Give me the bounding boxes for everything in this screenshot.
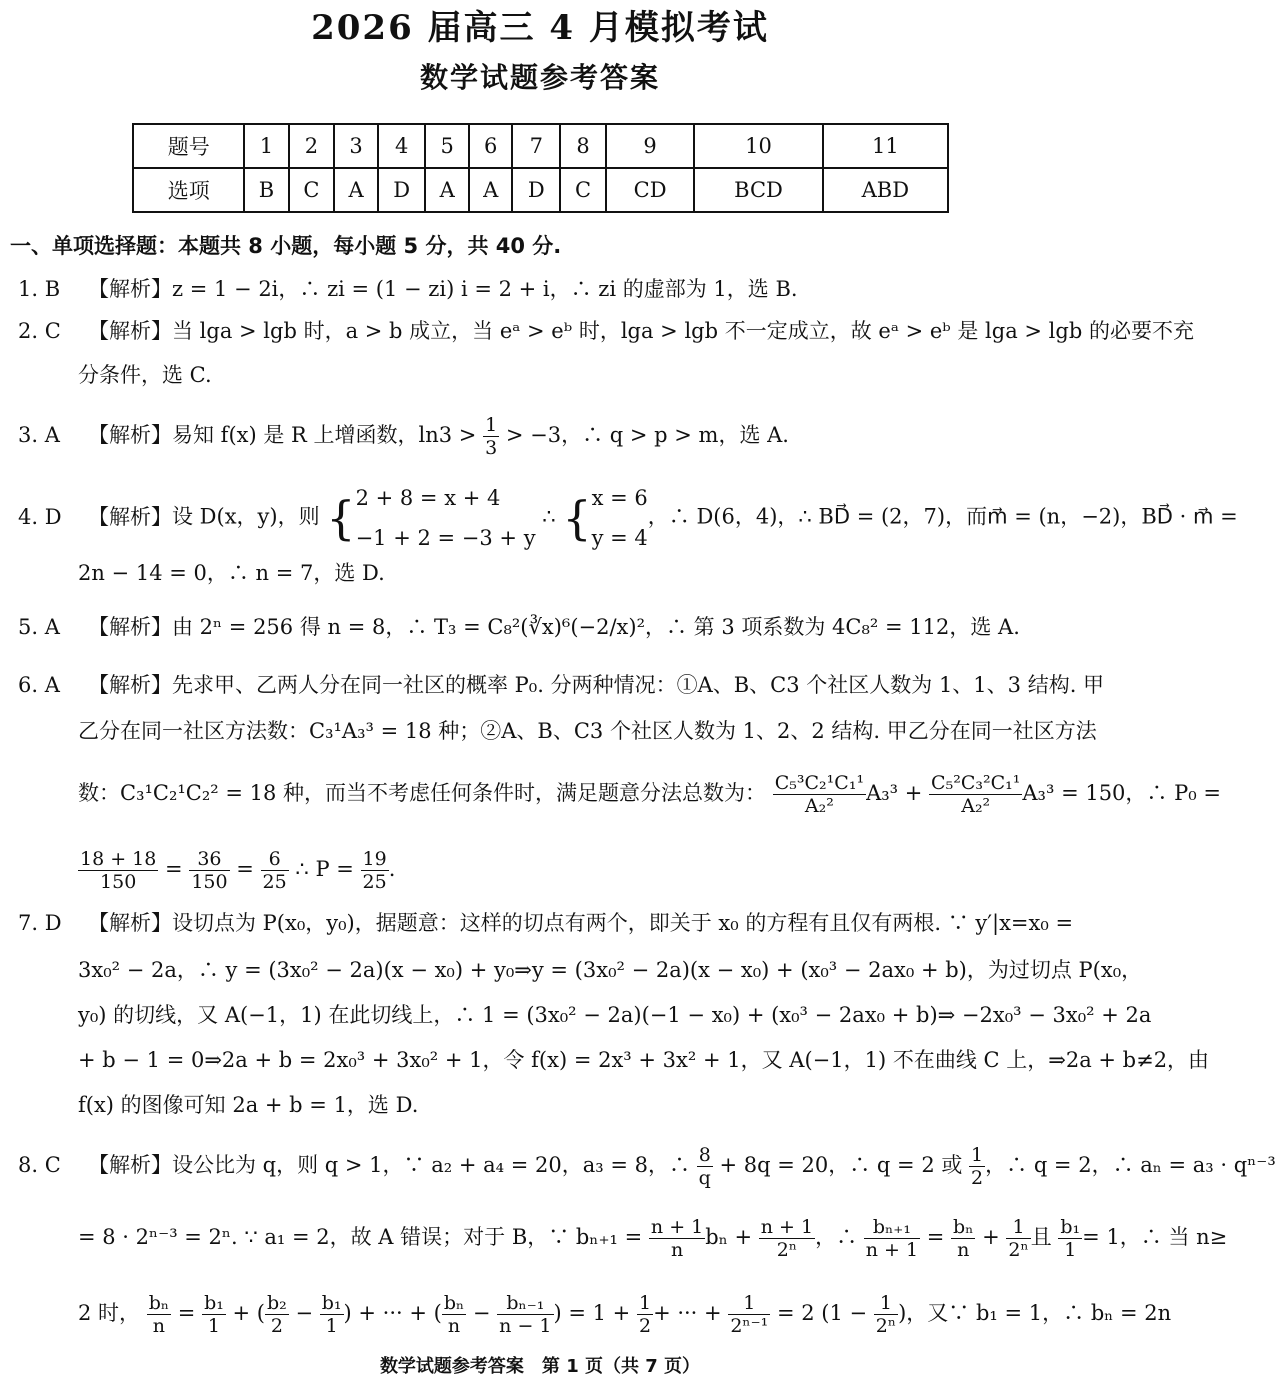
fraction: $\frac{\text{bₙ}}{n}$ [443,1292,465,1337]
doc-subtitle: 数学试题参考答案 [419,61,660,94]
table-cell: C [560,168,606,212]
table-cell: 2 [289,124,335,168]
fraction: $\frac{36}{150}$ [191,848,228,893]
table-cell: A [469,168,512,212]
solution-3 [18,414,789,459]
table-row [133,168,948,212]
question-number: 2. C [18,319,61,343]
solution-7-cont: + b − 1 = 0⇒2a + b = 2x₀³ + 3x₀² + 1，令 f(x) = 2x³ + 3x² + 1，又 A(−1，1) 不在曲线 C 上，⇒2a + b≠2，由 [78,1048,1210,1072]
question-number: 3. A [18,423,60,447]
solution-8 [18,1144,1276,1189]
table-cell: D [378,168,426,212]
solution-7 [18,908,1073,938]
solution-text: ，∴ [815,1225,858,1249]
question-number: 5. A [18,615,60,639]
table-cell: ABD [823,168,948,212]
fraction: $\frac{n + 1}{n}$ [650,1216,704,1261]
analysis-tag: 【解析】 [88,504,172,529]
solution-text: 设公比为 q，则 q > 1，∵ a₂ + a₄ = 20，a₃ = 8，∴ [172,1153,690,1177]
analysis-tag: 【解析】 [88,615,172,639]
question-number: 7. D [18,911,62,935]
solution-2 [18,316,1194,346]
solution-1 [18,274,798,304]
fraction: $\frac{8}{q}$ [698,1144,711,1189]
table-cell: 9 [606,124,694,168]
solution-7-cont: 3x₀² − 2a，∴ y = (3x₀² − 2a)(x − x₀) + y₀⇒y = (3x₀² − 2a)(x − x₀) + (x₀³ − 2ax₀ + b)，为过切点 P(x₀， [78,958,1143,982]
solution-text: = 1，∴ 当 n≥ [1082,1225,1228,1249]
solution-text: 设切点为 P(x₀，y₀)，据题意：这样的切点有两个，即关于 x₀ 的方程有且仅有两根. ∵ y′|x=x₀ = [172,911,1074,935]
table-cell: CD [606,168,694,212]
table-cell: 5 [425,124,468,168]
solution-text: 设 D(x，y)，则 [172,504,320,529]
solution-text: + 8q = 20，∴ q = 2 或 [719,1153,963,1177]
analysis-tag: 【解析】 [88,673,172,697]
solution-4-cont: 2n − 14 = 0，∴ n = 7，选 D. [78,561,385,585]
solution-5 [18,612,1020,642]
solution-6-cont: $\frac{18 + 18}{150}$ = $\frac{36}{150}$ = $\frac{6}{25}$ ∴ P = $\frac{19}{25}$ . [80,848,396,893]
fraction: $\frac{1}{2}$ [971,1144,984,1189]
solution-text: = 150，∴ P₀ = [1061,781,1221,805]
answer-table [132,123,949,213]
table-row [133,124,948,168]
table-cell: B [244,168,288,212]
fraction: $\frac{\text{C₅³C₂¹C₁¹}}{\text{A₂²}}$ [774,772,865,817]
solution-4: 4. D 【解析】设 D(x，y)，则 { 2 + 8 = x + 4 −1 + 2 = −3 + y ∴ { x = 6 y = 4 ，∴ D(6，4)，∴ BD⃗ = (2，7)，而m⃗ = (n，−2)，BD⃗ · m⃗ = [18,478,1238,558]
table-cell: 8 [560,124,606,168]
fraction: $\frac{19}{25}$ [362,848,387,893]
question-number: 8. C [18,1153,61,1177]
table-cell: 10 [694,124,822,168]
table-cell: A [334,168,377,212]
solution-2-cont: 分条件，选 C. [78,363,212,387]
solution-text: = 8 · 2ⁿ⁻³ = 2ⁿ. ∵ a₁ = 2，故 A 错误；对于 B，∵ bₙ₊₁ = [78,1225,643,1249]
analysis-tag: 【解析】 [88,423,172,447]
solution-text: 先求甲、乙两人分在同一社区的概率 P₀. 分两种情况：①A、B、C3 个社区人数为 1、1、3 结构. 甲 [172,673,1105,697]
fraction: $\frac{n + 1}{\text{2ⁿ}}$ [760,1216,814,1261]
page-footer: 数学试题参考答案 第 1 页（共 7 页） [379,1356,701,1377]
solution-text: ，∴ D(6，4)，∴ BD⃗ = (2，7)，而m⃗ = (n，−2)，BD⃗ · m⃗ = [647,504,1238,529]
therefore-symbol: ∴ [542,504,556,529]
solution-8-cont: = 8 · 2ⁿ⁻³ = 2ⁿ. ∵ a₁ = 2，故 A 错误；对于 B，∵ bₙ₊₁ = $\frac{n + 1}{n}$ bₙ + $\frac{n + 1}{\text{2ⁿ}}$ ，∴ $\frac{\text{bₙ₊₁}}{n + 1}$ = $\frac{\text{bₙ}}{n}$ + $\frac{1}{\text{2ⁿ}}$ 且 $\frac{\text{b₁}}{1}$ = 1，∴ 当 n≥ [78,1216,1228,1261]
solution-text: + ··· + [653,1301,722,1325]
table-cell: 11 [823,124,948,168]
fraction: $\frac{18 + 18}{150}$ [80,848,157,893]
analysis-tag: 【解析】 [88,319,172,343]
analysis-tag: 【解析】 [88,911,172,935]
table-header-cell: 选项 [133,168,244,212]
table-cell: 3 [334,124,377,168]
solution-text: 2 时， [78,1301,141,1325]
question-number: 1. B [18,277,61,301]
equation-system: 2 + 8 = x + 4 −1 + 2 = −3 + y [355,486,536,550]
solution-6-cont: 数：C₃¹C₂¹C₂² = 18 种，而当不考虑任何条件时，满足题意分法总数为： $\frac{\text{C₅³C₂¹C₁¹}}{\text{A₂²}}$ A₃³ + $\frac{\text{C₅²C₃²C₁¹}}{\text{A₂²}}$ A₃³ = 150，∴ P₀ = [78,772,1221,817]
solution-text: 当 lga > lgb 时，a > b 成立，当 eᵃ > eᵇ 时，lga > lgb 不一定成立，故 eᵃ > eᵇ 是 lga > lgb 的必要不充 [172,319,1194,343]
table-cell: BCD [694,168,822,212]
fraction: $\frac{6}{25}$ [262,848,287,893]
fraction: $\frac{\text{b₁}}{1}$ [321,1292,342,1337]
solution-text: ∴ P = [295,857,354,881]
solution-6 [18,670,1104,700]
fraction: $\frac{\text{bₙ}}{n}$ [148,1292,170,1337]
table-cell: 6 [469,124,512,168]
exam-title: 2026 届高三 4 月模拟考试 [311,8,769,48]
question-number: 4. D [18,504,62,529]
question-number: 6. A [18,673,60,697]
solution-text: > −3，∴ q > p > m，选 A. [505,423,789,447]
solution-text: 由 2ⁿ = 256 得 n = 8，∴ T₃ = C₈²(∛x)⁶(−2/x)²，∴ 第 3 项系数为 4C₈² = 112，选 A. [172,615,1020,639]
solution-7-cont: y₀) 的切线，又 A(−1，1) 在此切线上，∴ 1 = (3x₀² − 2a)(−1 − x₀) + (x₀³ − 2ax₀ + b)⇒ −2x₀³ − 3x₀² + 2a [78,1003,1152,1027]
fraction: $\frac{\text{b₁}}{1}$ [1060,1216,1081,1261]
fraction: $\frac{1}{2}$ [638,1292,652,1337]
solution-text: = 1 + [568,1301,631,1325]
table-cell: D [512,168,560,212]
table-cell: 1 [244,124,288,168]
solution-7-cont: f(x) 的图像可知 2a + b = 1，选 D. [78,1093,419,1117]
equation-system: x = 6 y = 4 [591,486,648,550]
solution-text: z = 1 − 2i，∴ zi = (1 − zi) i = 2 + i，∴ zi 的虚部为 1，选 B. [172,277,798,301]
table-cell: A [425,168,468,212]
solution-text: 易知 f(x) 是 R 上增函数，ln3 > [172,423,477,447]
solution-8-cont: 2 时， $\frac{\text{bₙ}}{n}$ = $\frac{\text{b₁}}{1}$ + ( $\frac{\text{b₂}}{2}$ − $\frac{\text{b₁}}{1}$ ) + ··· + ( $\frac{\text{bₙ}}{n}$ − $\frac{\text{bₙ₋₁}}{n - 1}$ ) = 1 + $\frac{1}{2}$ + ··· + $\frac{1}{\text{2ⁿ⁻¹}}$ = 2 (1 − $\frac{1}{\text{2ⁿ}}$ )，又∵ b₁ = 1，∴ bₙ = 2n [78,1292,1172,1337]
fraction-one-third: $\frac{1}{3}$ [485,414,498,459]
solution-text: bₙ + [705,1225,753,1249]
fraction: $\frac{\text{bₙ₊₁}}{n + 1}$ [865,1216,919,1261]
solution-text: 数：C₃¹C₂¹C₂² = 18 种，而当不考虑任何条件时，满足题意分法总数为： [78,781,767,805]
table-cell: 4 [378,124,426,168]
fraction: $\frac{1}{\text{2ⁿ}}$ [875,1292,897,1337]
solution-6-cont: 乙分在同一社区方法数：C₃¹A₃³ = 18 种；②A、B、C3 个社区人数为 1、2、2 结构. 甲乙分在同一社区方法 [78,719,1097,743]
fraction: $\frac{\text{bₙ}}{n}$ [953,1216,974,1261]
table-cell: 7 [512,124,560,168]
table-header-cell: 题号 [133,124,244,168]
solution-text: ，∴ q = 2，∴ aₙ = a₃ · qⁿ⁻³ [985,1153,1276,1177]
analysis-tag: 【解析】 [88,1153,172,1177]
solution-text: ，又∵ b₁ = 1，∴ bₙ = 2n [906,1301,1172,1325]
analysis-tag: 【解析】 [88,277,172,301]
fraction: $\frac{\text{b₂}}{2}$ [267,1292,287,1337]
table-cell: C [289,168,335,212]
fraction: $\frac{\text{bₙ₋₁}}{n - 1}$ [499,1292,552,1337]
fraction: $\frac{1}{\text{2ⁿ}}$ [1008,1216,1029,1261]
fraction: $\frac{\text{C₅²C₃²C₁¹}}{\text{A₂²}}$ [931,772,1021,817]
solution-text: 且 [1030,1225,1052,1249]
fraction: $\frac{1}{\text{2ⁿ⁻¹}}$ [730,1292,769,1337]
section-heading: 一、单项选择题：本题共 8 小题，每小题 5 分，共 40 分. [10,234,562,258]
fraction: $\frac{\text{b₁}}{1}$ [204,1292,224,1337]
